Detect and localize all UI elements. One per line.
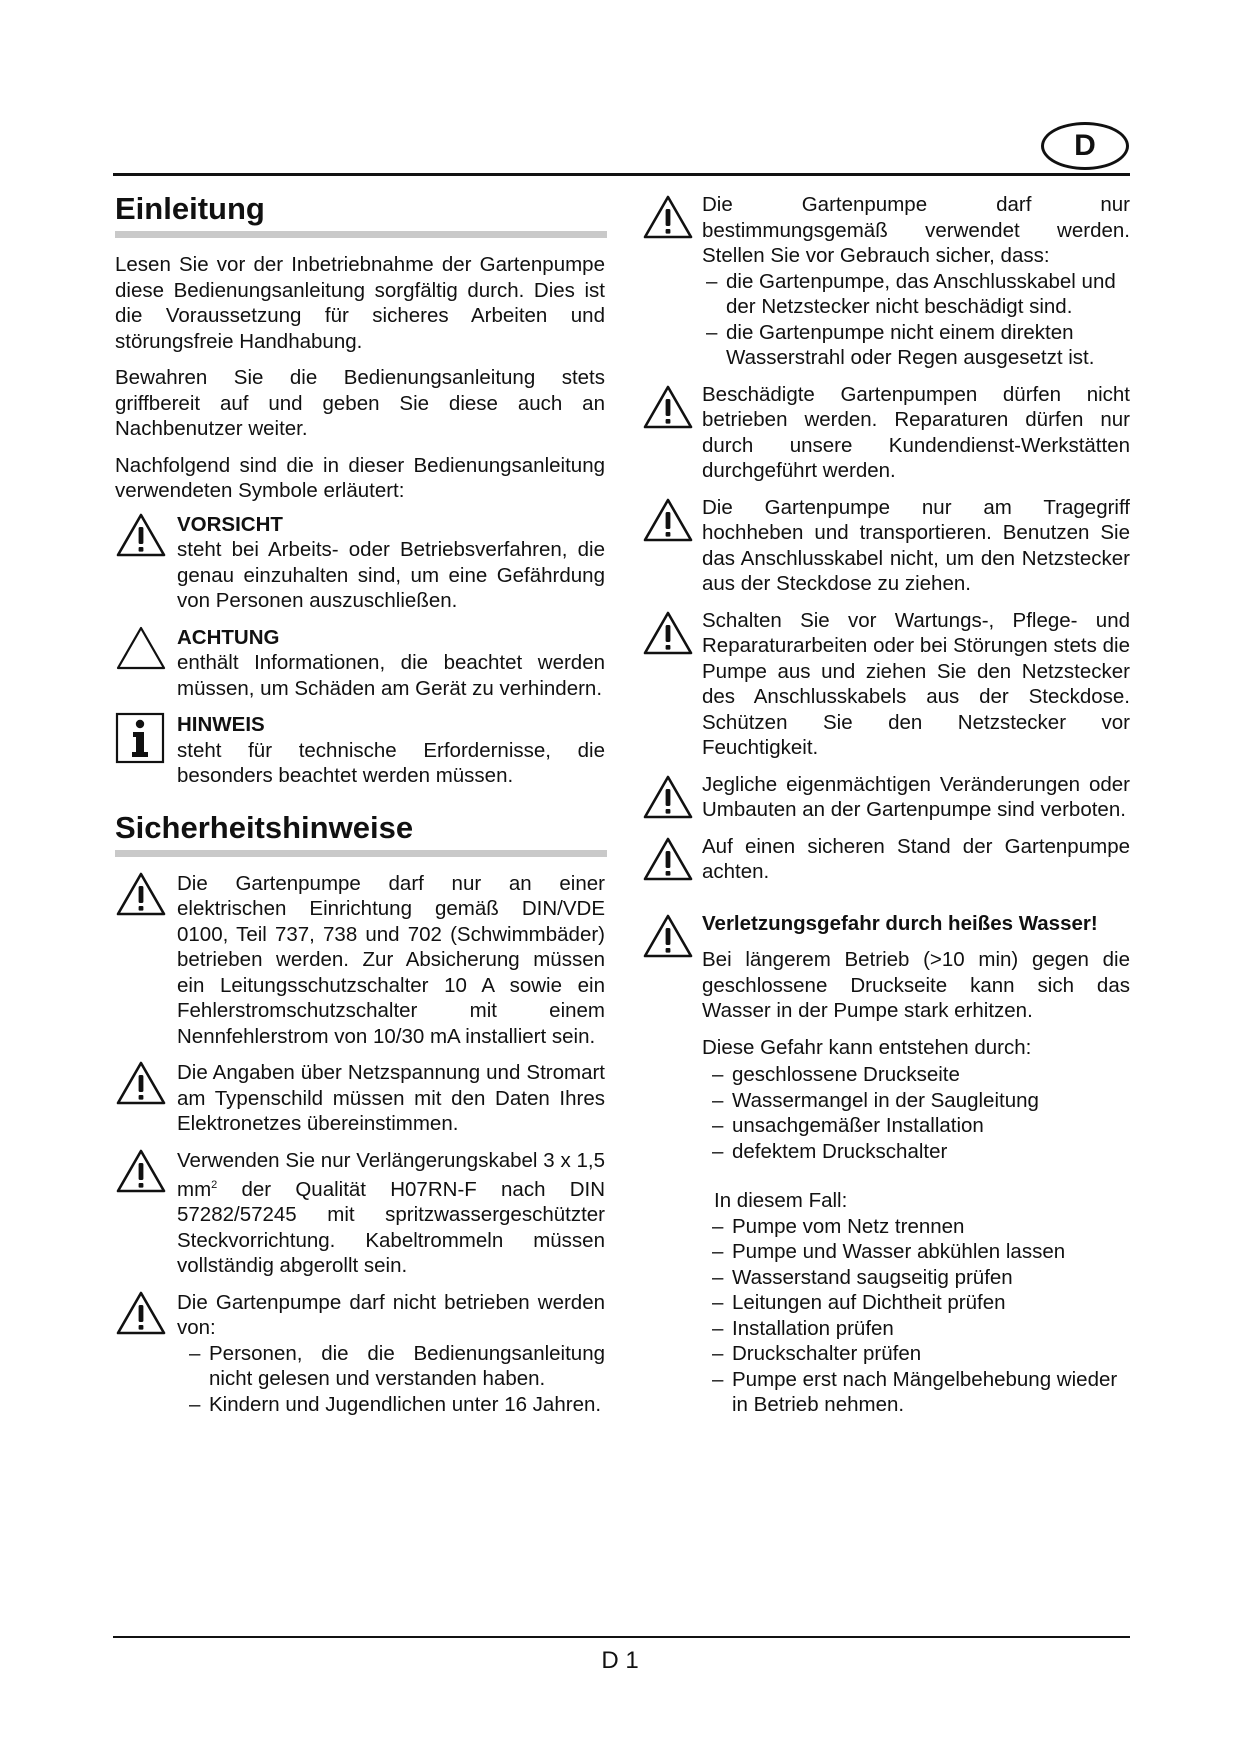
- warning-icon: [115, 512, 167, 558]
- warning-icon: [642, 497, 694, 543]
- header-rule: [113, 173, 1130, 176]
- country-badge: D: [1041, 122, 1129, 170]
- safety-warning-text: Beschädigte Gartenpumpen dürfen nicht betrieben werden. Reparaturen dürfen nur durch unsere Kundendienst-Werkstätten durchgeführt werden.: [702, 382, 1130, 482]
- achtung-label: ACHTUNG: [177, 625, 280, 649]
- list-item: – Wasserstand saugseitig prüfen: [708, 1265, 1130, 1291]
- hinweis-label: HINWEIS: [177, 713, 265, 736]
- warning-icon: [642, 610, 694, 656]
- safety-warning-text: Die Gartenpumpe darf nicht betrieben werden von:: [177, 1290, 605, 1340]
- safety-warning: [702, 834, 1130, 885]
- list-item: – Wassermangel in der Saugleitung: [708, 1088, 1130, 1114]
- safety-warning: [702, 382, 1130, 484]
- symbol-vorsicht: [115, 512, 605, 614]
- warning-icon: [115, 1148, 167, 1194]
- safety-warning-text: [177, 1148, 605, 1279]
- cable-spec-a: Verwenden Sie nur Verlängerungskabel 3 x 1,5 mm: [177, 1148, 605, 1201]
- safety-warning: [115, 1148, 605, 1279]
- list-item: – Installation prüfen: [708, 1316, 1130, 1342]
- intro-paragraph: Nachfolgend sind die in dieser Bedienungsanleitung verwendeten Symbole erläutert:: [115, 453, 605, 502]
- symbol-achtung: [115, 625, 605, 702]
- list-item: – Pumpe und Wasser abkühlen lassen: [708, 1239, 1130, 1265]
- safety-warning: [702, 192, 1130, 371]
- list-item: – unsachgemäßer Installation: [708, 1113, 1130, 1139]
- safety-warning-text: Die Gartenpumpe darf nur an einer elektrischen Einrichtung gemäß DIN/VDE 0100, Teil 737, 738 und 702 (Schwimmbäder) betrieben werden. Zur Absicherung müssen ein Leitungsschutzschalter 10 A sowie ein Fehlerstromschutzschalter mit einem Nennfehlerstrom von 10/30 mA installiert sein.: [177, 871, 605, 1048]
- cable-spec-sup: 2: [211, 1179, 218, 1191]
- hot-water-causes-intro: Diese Gefahr kann entstehen durch:: [702, 1035, 1032, 1059]
- cable-spec-b: der Qualität H07RN-F nach DIN 57282/57245 mit spritzwassergeschützter Steckvorrichtung. Kabeltrommeln müssen vollständig abgerollt sein.: [177, 1177, 605, 1278]
- left-column: [115, 190, 605, 1428]
- warning-icon: [642, 194, 694, 240]
- vorsicht-text: steht bei Arbeits- oder Betriebsverfahren, die genau einzuhalten sind, um eine Gefährdung von Personen auszuschließen.: [177, 538, 605, 612]
- intro-paragraph: Bewahren Sie die Bedienungsanleitung stets griffbereit auf und geben Sie diese auch an Nachbenutzer weiter.: [115, 366, 605, 440]
- safety-warning-text: Auf einen sicheren Stand der Gartenpumpe achten.: [702, 834, 1130, 883]
- list-item: – Leitungen auf Dichtheit prüfen: [708, 1290, 1130, 1316]
- vorsicht-label: VORSICHT: [177, 512, 283, 536]
- safety-warning-text: Die Angaben über Netzspannung und Stromart am Typenschild müssen mit den Daten Ihres Elektronetzes übereinstimmen.: [177, 1061, 605, 1135]
- hot-water-title: Verletzungsgefahr durch heißes Wasser!: [702, 911, 1098, 935]
- safety-title-bar: [115, 850, 607, 857]
- caution-triangle-icon: [115, 625, 167, 671]
- hot-water-paragraph: Bei längerem Betrieb (>10 min) gegen die geschlossene Druckseite kann sich das Wasser in der Pumpe stark erhitzen.: [702, 948, 1130, 1022]
- case-label: In diesem Fall:: [714, 1189, 848, 1212]
- info-icon: [115, 712, 165, 764]
- warning-icon: [642, 836, 694, 882]
- list-item: – die Gartenpumpe nicht einem direkten Wasserstrahl oder Regen ausgesetzt ist.: [702, 320, 1130, 371]
- list-item: – die Gartenpumpe, das Anschlusskabel und der Netzstecker nicht beschädigt sind.: [702, 269, 1130, 320]
- list-item: – Pumpe erst nach Mängelbehebung wieder in Betrieb nehmen.: [708, 1367, 1130, 1418]
- list-item: – Druckschalter prüfen: [708, 1341, 1130, 1367]
- safety-warning: [702, 772, 1130, 823]
- hot-water-warning: [702, 911, 1130, 937]
- list-item: – defektem Druckschalter: [708, 1139, 1130, 1165]
- intro-title-bar: [115, 231, 607, 238]
- intro-paragraph: Lesen Sie vor der Inbetriebnahme der Gartenpumpe diese Bedienungsanleitung sorgfältig durch. Dies ist die Voraussetzung für sicheres Arbeiten und störungsfreie Handhabung.: [115, 253, 605, 353]
- warning-icon: [115, 1060, 167, 1106]
- safety-warning: [115, 1060, 605, 1137]
- list-item: – Kindern und Jugendlichen unter 16 Jahren.: [185, 1392, 605, 1418]
- symbol-hinweis: [115, 712, 605, 789]
- list-item: – geschlossene Druckseite: [708, 1062, 1130, 1088]
- warning-icon: [115, 1290, 167, 1336]
- warning-icon: [642, 774, 694, 820]
- achtung-text: enthält Informationen, die beachtet werden müssen, um Schäden am Gerät zu verhindern.: [177, 651, 605, 700]
- safety-warning-text: Schalten Sie vor Wartungs-, Pflege- und Reparaturarbeiten oder bei Störungen stets die Pumpe aus und ziehen Sie den Netzstecker des Anschlusskabels aus der Steckdose. Schützen Sie den Netzstecker vor Feuchtigkeit.: [702, 608, 1130, 759]
- footer-rule: [113, 1636, 1130, 1638]
- list-item: – Personen, die die Bedienungsanleitung nicht gelesen und verstanden haben.: [185, 1341, 605, 1392]
- warning-icon: [642, 384, 694, 430]
- safety-warning-text: Jegliche eigenmächtigen Veränderungen oder Umbauten an der Gartenpumpe sind verboten.: [702, 772, 1130, 821]
- intro-title: Einleitung: [115, 191, 265, 226]
- safety-warning: [115, 871, 605, 1050]
- safety-warning: [115, 1290, 605, 1418]
- page-number: D 1: [601, 1647, 639, 1674]
- hinweis-text: steht für technische Erfordernisse, die besonders beachtet werden müssen.: [177, 738, 605, 787]
- safety-title: Sicherheitshinweise: [115, 809, 414, 845]
- warning-icon: [642, 913, 694, 959]
- safety-warning: [702, 608, 1130, 761]
- list-item: – Pumpe vom Netz trennen: [708, 1214, 1130, 1240]
- warning-icon: [115, 871, 167, 917]
- safety-warning: [702, 495, 1130, 597]
- safety-warning-text: Die Gartenpumpe darf nur bestimmungsgemäß verwendet werden. Stellen Sie vor Gebrauch sicher, dass:: [702, 193, 1130, 267]
- safety-warning-text: Die Gartenpumpe nur am Tragegriff hochheben und transportieren. Benutzen Sie das Anschlusskabel nicht, um den Netzstecker aus der Steckdose zu ziehen.: [702, 495, 1130, 595]
- right-column: [702, 192, 1130, 1418]
